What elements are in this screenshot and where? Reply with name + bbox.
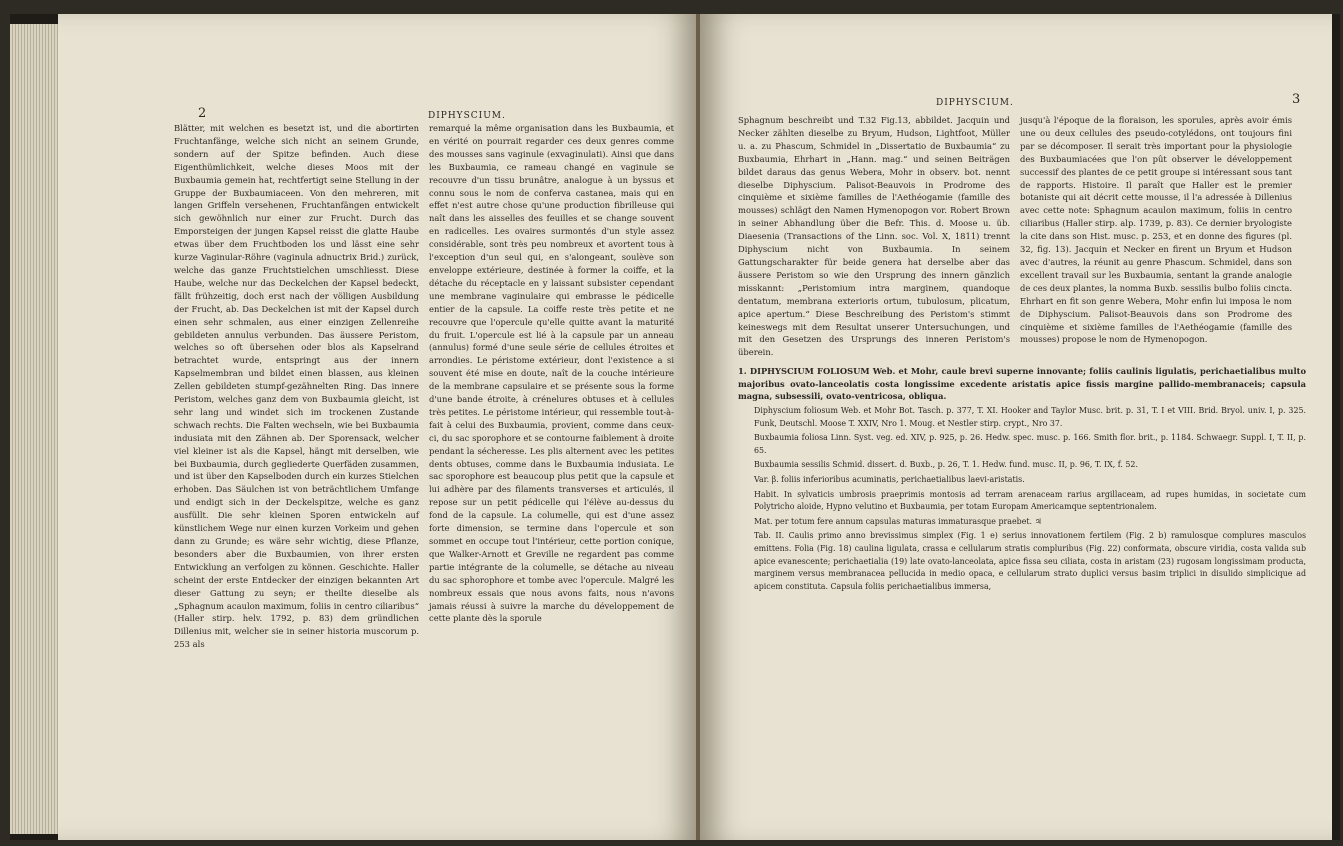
left-page (58, 14, 698, 840)
left-page-number: 2 (198, 106, 207, 121)
maturity: Mat. per totum fere annum capsulas maturas immaturasque praebet. ♃ (754, 516, 1042, 526)
variety-beta: Var. β. foliis inferioribus acuminatis, perichaetialibus laevi-aristatis. (754, 474, 1025, 484)
left-column-german: Blätter, mit welchen es besetzt ist, und die abortirten Fruchtanfänge, welche sich nicht an seinem Grunde, sondern auf der Spitze befinden. Auch diese Eigenthümlichkeit, welche dieses Moos mit der Buxbaumia gemein hat, rechtfertigt seine Stellung in der Gruppe der Buxbaumiaceen. Von den mehreren, mit langen Griffeln versehenen, Fruchtanfängen entwickelt sich gewöhnlich nur einer zur Frucht. Durch das Emporsteigen der jungen Kapsel reisst die glatte Haube etwas über dem Fruchtboden los und lässt eine sehr kurze Vaginular-Röhre (vaginula adnuctrix Brid.) zurück, welche das ganze Fruchtstielchen umschliesst. Diese Haube, welche nur das Deckelchen der Kapsel bedeckt, fällt frühzeitig, doch erst nach der völligen Ausbildung der Frucht, ab. Das Deckelchen ist mit der Kapsel durch einen sehr schmalen, aus einer einzigen Zellenreihe gebildeten annulus verbunden. Das äussere Peristom, welches so oft übersehen oder blos als Kapselrand betrachtet wurde, entspringt aus der innern Kapselmembran und bildet einen blassen, aus kleinen Zellen gebildeten stumpf-gezähnelten Ring. Das innere Peristom, welches ganz dem von Buxbaumia gleicht, ist sehr lang und windet sich im trockenen Zustande schwach rechts. Die Falten wechseln, wie bei Buxbaumia indusiata mit den Zähnen ab. Der Sporensack, welcher viel kleiner ist als die Kapsel, hängt mit derselben, wie bei Buxbaumia, durch gegliederte Querfäden zusammen, und ist über den Kapselboden durch ein kurzes Stielchen erhoben. Das Säulchen ist von beträchtlichem Umfange und endigt sich in der Deckelspitze, welche es ganz ausfüllt. Die sehr kleinen Sporen entwickeln auf künstlichem Wege nur einen kurzen Vorkeim und gehen dann zu Grunde; es wäre sehr wichtig, diese Pflanze, besonders aber die Buxbaumien, von ihrer ersten Entwicklung an verfolgen zu können. Geschichte. Haller scheint der erste Entdecker der einzigen bekannten Art dieser Gattung zu seyn; er theilte dieselbe als „Sphagnum acaulon maximum, foliis in centro ciliaribus“ (Haller stirp. helv. 1792, p. 83) dem gründlichen Dillenius mit, welcher sie in seiner historia muscorum p. 253 als (174, 123, 419, 650)
habitat: Habit. In sylvaticis umbrosis praeprimis montosis ad terram arenaceam rarius argillaceam, ad rupes humidas, in societate cum Polytricho aloide, Hypno velutino et Buxbaumia, per totam Europam Americamque septentrionalem. (754, 489, 1306, 512)
species-heading: 1. DIPHYSCIUM FOLIOSUM Web. et Mohr, caule brevi superne innovante; foliis caulinis ligulatis, perichaetialibus multo majoribus ovato-lanceolatis costa longissime excedente aristatis apice fissis margine pallido-membranaceis; capsula magna, subsessili, ovato-ventricosa, obliqua. (738, 366, 1306, 402)
species-section (738, 365, 1306, 593)
synonym-1: Diphyscium foliosum Web. et Mohr Bot. Tasch. p. 377, T. XI. Hooker and Taylor Musc. brit. p. 31, T. I et VIII. Brid. Bryol. univ. I, p. 325. Funk, Deutschl. Moose T. XXIV, Nro 1. Moug. et Nestler stirp. crypt., Nro 37. (754, 406, 1306, 428)
book-spread (10, 14, 1340, 840)
left-column-french: remarqué la même organisation dans les Buxbaumia, et en vérité on pourrait regarder ces deux genres comme des mousses sans vaginule (exvaginulati). Ainsi que dans les Buxbaumia, ce rameau changé en vaginule se recouvre d'un tissu brunâtre, analogue à un byssus et connu sous le nom de conferva castanea, mais qui en effet n'est autre chose qu'une production fibrilleuse qui naît dans les aisselles des feuilles et se change souvent en radicelles. Les ovaires surmontés d'un style assez considérable, sont très peu nombreux et avortent tous à l'exception d'un seul qui, en s'alongeant, soulève son enveloppe extérieure, destinée à former la coiffe, et la détache du réceptacle en y laissant subsister cependant une membrane vaginulaire qui embrasse le pédicelle entier de la capsule. La coiffe reste très petite et ne recouvre que l'opercule qu'elle quitte avant la maturité du fruit. L'opercule est lié à la capsule par un anneau (annulus) formé d'une seule série de cellules étroites et arrondies. Le péristome extérieur, dont l'existence a si souvent été mise en doute, naît de la couche intérieure de la membrane capsulaire et se présente sous la forme d'une bande étroite, à crénelures obtuses et à cellules très petites. Le péristome intérieur, qui ressemble tout-à-fait à celui des Buxbaumia, provient, comme dans ceux-ci, du sac sporophore et se contourne faiblement à droite pendant la sécheresse. Les plis alternent avec les petites dents obtuses, comme dans le Buxbaumia indusiata. Le sac sporophore est beaucoup plus petit que la capsule et lui adhère par des filaments transverses et articulés, il repose sur un petit pédicelle qui l'élève au-dessus du fond de la capsule. La columelle, qui est d'une assez forte dimension, se termine dans l'opercule et son sommet en occupe tout l'intérieur, cette portion conique, que Walker-Arnott et Greville ne regardent pas comme partie intégrante de la columelle, se détache au niveau du sac sphorophore et tombe avec l'opercule. Malgré les nombreux essais que nous avons faits, nous n'avons jamais réussi à suivre la marche du développement de cette plante dès la sporule (429, 123, 674, 624)
page-edges (10, 24, 60, 834)
description: Tab. II. Caulis primo anno brevissimus simplex (Fig. 1 e) serius innovationem fertilem (Fig. 2 b) ramulosque complures masculos emittens. Folia (Fig. 18) caulina ligulata, crassa e cellularum stratis compluribus (Fig. 22) conformata, obscure viridia, costa valida sub apice evanescente; perichaetialia (19) late ovato-lanceolata, apice fissa seu ciliata, costa in aristam (23) rugosam longissimam producta, marginem versus membranacea pellucida in medio opaca, e cellularum strato duplici versus basim triplici in disulido simplicique ad apicem constituta. Capsula foliis perichaetialibus immersa, (754, 531, 1306, 591)
right-page (700, 14, 1332, 840)
left-running-head: DIPHYSCIUM. (428, 111, 506, 121)
right-column-german: Sphagnum beschreibt und T.32 Fig.13, abbildet. Jacquin und Necker zählten dieselbe zu Bryum, Hudson, Lightfoot, Müller u. a. zu Phascum, Schmidel in „Dissertatio de Buxbaumia“ zu Buxbaumia, Ehrhart in „Hann. mag.“ und seinen Beiträgen bildet daraus das genus Webera, Mohr in observ. bot. nennt dieselbe Diphyscium. Palisot-Beauvois in Prodrome des cinquième et sixième familles de l'Aethéogamie (famille des mousses) schlägt den Namen Hymenopogon vor. Robert Brown in seiner Abhandlung über die Befr. This. d. Moose u. üb. Diaesenia (Transactions of the Linn. soc. Vol. X, 1811) trennt Diphyscium nicht von Buxbaumia. In seinem Gattungscharakter für beide genera hat derselbe aber das äussere Peristom so wie den Ursprung des innern gänzlich misskannt: „Peristomium intra marginem, quandoque dentatum, membrana exterioris ortum, tubulosum, plicatum, apice apertum.“ Diese Beschreibung des Peristom's stimmt keineswegs mit dem Resultat unserer Untersuchungen, und mit den Gesetzen des Ursprungs des inneren Peristom's überein. (738, 115, 1010, 358)
right-running-head: DIPHYSCIUM. (936, 98, 1014, 108)
right-page-number: 3 (1292, 92, 1301, 107)
synonym-2: Buxbaumia foliosa Linn. Syst. veg. ed. XIV, p. 925, p. 26. Hedw. spec. musc. p. 166. Smith flor. brit., p. 1184. Schwaegr. Suppl. I, T. II, p. 65. (754, 433, 1306, 455)
right-column-french: jusqu'à l'époque de la floraison, les sporules, après avoir émis une ou deux cellules des pseudo-cotylédons, ont toujours fini par se décomposer. Il serait très important pour la physiologie des Buxbaumiacées que l'on pût observer le développement successif des plantes de ce petit groupe si intéressant sous tant de rapports. Histoire. Il paraît que Haller est le premier botaniste qui ait décrit cette mousse, il l'a adressée à Dillenius avec cette note: Sphagnum acaulon maximum, foliis in centro ciliaribus (Haller stirp. alp. 1739, p. 83). Ce dernier bryologiste la cite dans son Hist. musc. p. 253, et en donne des figures (pl. 32, fig. 13). Jacquin et Necker en firent un Bryum et Hudson avec d'autres, la réunit au genre Phascum. Schmidel, dans son excellent travail sur les Buxbaumia, sentant la grande analogie de ces deux plantes, la nomma Buxb. sessilis bulbo foliis cincta. Ehrhart en fit son genre Webera, Mohr enfin lui imposa le nom de Diphyscium. Palisot-Beauvois dans son Prodrome des cinquième et sixième familles de l'Aethéogamie (famille des mousses) propose le nom de Hymenopogon. (1020, 115, 1292, 345)
synonym-3: Buxbaumia sessilis Schmid. dissert. d. Buxb., p. 26, T. 1. Hedw. fund. musc. II, p. 96, T. IX, f. 52. (754, 460, 1138, 470)
